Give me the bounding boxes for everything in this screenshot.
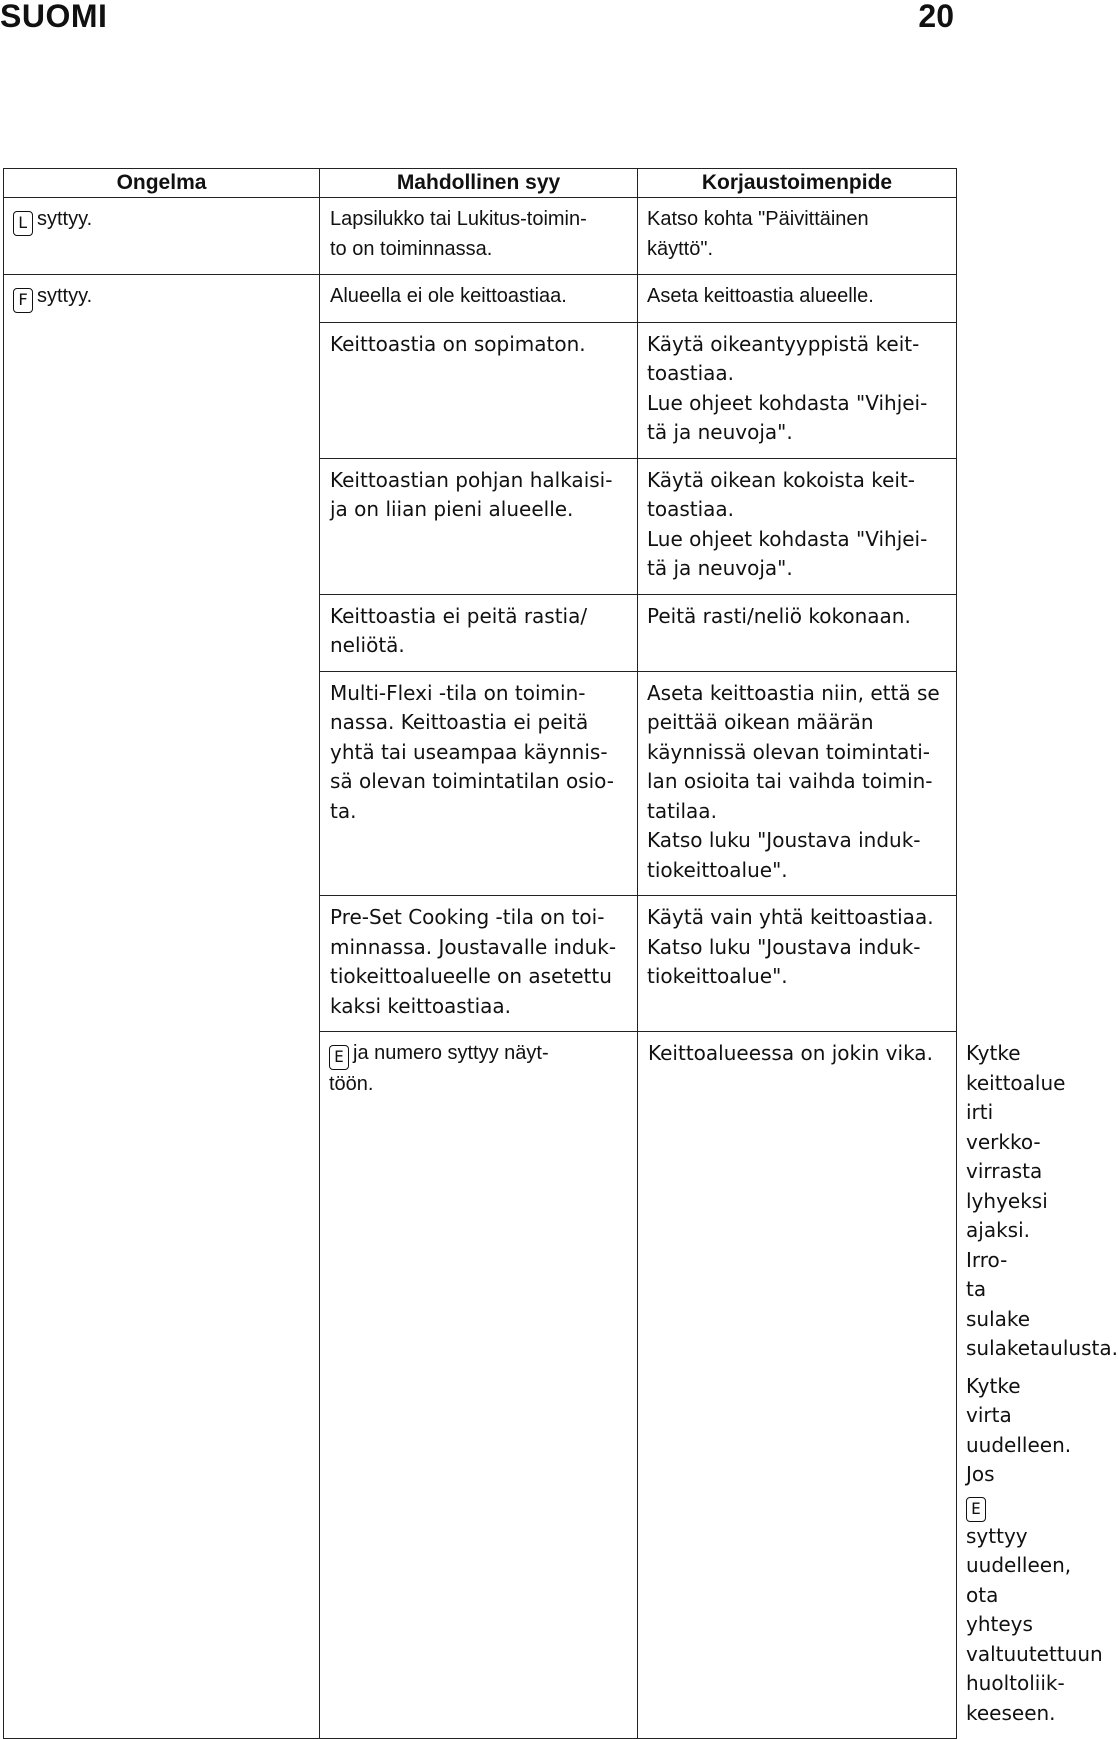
fix-line: Peitä rasti/neliö kokonaan. [647, 603, 911, 628]
problem-cell [4, 198, 320, 275]
table-header-row [4, 169, 957, 198]
fix-line: tiokeittoalue". [647, 857, 788, 882]
table-row [4, 198, 957, 275]
fix-line: Käytä oikeantyyppistä keit- [647, 331, 920, 356]
fix-line: Katso luku "Joustava induk- [647, 934, 921, 959]
display-symbol-e-icon: E [966, 1497, 986, 1522]
table-row: E ja numero syttyy näyt- töön. Keittoalueessa on jokin vika. Kytke keittoalue irti verkko- virrasta lyhyeksi ajaksi. Irro- ta sulake sulaketaulusta. Kytke virta uudelleen. Jos E syttyy uudelleen, ota yhteys valtuutettuun huoltoliik- keeseen. [4, 1032, 957, 1739]
fix-cell [638, 594, 957, 671]
fix-line: toastiaa. [647, 497, 735, 521]
column-header-problem: Ongelma [4, 169, 320, 198]
cause-line: Keittoastia on sopimaton. [330, 331, 586, 356]
cause-cell [320, 198, 638, 275]
column-header-fix: Korjaustoimenpide [638, 169, 957, 198]
cause-line: sä olevan toimintatilan osio- [330, 769, 614, 793]
fix-line: lan osioita tai vaihda toimin- [647, 769, 933, 793]
cause-line: kaksi keittoastiaa. [330, 993, 511, 1018]
table-row [4, 275, 957, 323]
fix-line: toastiaa. [647, 361, 735, 385]
cause-line: ja on liian pieni alueelle. [330, 497, 574, 521]
fix-cell [638, 458, 957, 594]
fix-line: Aseta keittoastia niin, että se [647, 680, 940, 705]
troubleshooting-table [3, 168, 1118, 1739]
fix-line: Lue ohjeet kohdasta "Vihjei- [647, 390, 928, 415]
problem-text: ja numero syttyy näyt- [353, 1042, 549, 1064]
cause-line: Keittoalueessa on jokin vika. [648, 1041, 933, 1065]
fix-line: tä ja neuvoja". [647, 556, 793, 580]
cause-line: minnassa. Joustavalle induk- [330, 934, 617, 959]
cause-line: Pre-Set Cooking -tila on toi- [330, 905, 605, 929]
cause-line: ta. [330, 798, 357, 823]
cause-cell [320, 594, 638, 671]
column-header-cause: Mahdollinen syy [320, 169, 638, 198]
problem-cell [320, 1032, 638, 1739]
fix-line: Aseta keittoastia alueelle. [647, 285, 874, 307]
fix-cell [638, 896, 957, 1032]
cause-cell [320, 275, 638, 323]
fix-cell [638, 671, 957, 896]
fix-line: Katso luku "Joustava induk- [647, 828, 921, 852]
fix-line: Käytä oikean kokoista keit- [647, 467, 915, 492]
problem-text: syttyy. [37, 208, 93, 230]
cause-cell [638, 1032, 957, 1739]
fix-line: tä ja neuvoja". [647, 420, 793, 444]
cause-line: yhtä tai useampaa käynnis- [330, 739, 608, 764]
page-number: 20 [918, 0, 954, 34]
section-title: SUOMI [0, 0, 108, 34]
cause-line: neliötä. [330, 633, 405, 657]
cause-line: Alueella ei ole keittoastiaa. [330, 285, 567, 307]
cause-cell [320, 458, 638, 594]
fix-line: Lue ohjeet kohdasta "Vihjei- [647, 526, 928, 551]
fix-line: Kytke virta uudelleen. Jos [966, 1373, 1072, 1486]
fix-cell [638, 275, 957, 323]
fix-line: Katso kohta "Päivittäinen [647, 208, 869, 230]
cause-line: Keittoastian pohjan halkaisi- [330, 467, 613, 492]
fix-line: tatilaa. [647, 798, 717, 823]
fix-line: käynnissä olevan toimintati- [647, 739, 930, 764]
fix-line: Käytä vain yhtä keittoastiaa. [647, 905, 934, 929]
cause-cell [320, 896, 638, 1032]
cause-line: Keittoastia ei peitä rastia/ [330, 603, 588, 628]
fix-line: peittää oikean määrän [647, 710, 874, 734]
fix-line: tiokeittoalue". [647, 964, 788, 988]
cause-line: nassa. Keittoastia ei peitä [330, 710, 589, 734]
problem-cell [4, 275, 320, 1739]
fix-line: käyttö". [647, 237, 714, 260]
cause-line: tiokeittoalueelle on asetettu [330, 964, 612, 988]
cause-cell [320, 671, 638, 896]
fix-cell [638, 198, 957, 275]
cause-line: Lapsilukko tai Lukitus-toimin- [330, 208, 587, 230]
display-symbol-l-icon: L [13, 211, 33, 236]
display-symbol-e-icon: E [329, 1045, 349, 1070]
problem-text: syttyy. [37, 285, 93, 307]
cause-line: Multi-Flexi -tila on toimin- [330, 680, 586, 705]
fix-cell [638, 322, 957, 458]
cause-line: to on toiminnassa. [330, 237, 493, 260]
problem-text: töön. [329, 1073, 374, 1095]
cause-cell [320, 322, 638, 458]
display-symbol-f-icon: F [13, 288, 33, 313]
page-header [0, 0, 960, 40]
